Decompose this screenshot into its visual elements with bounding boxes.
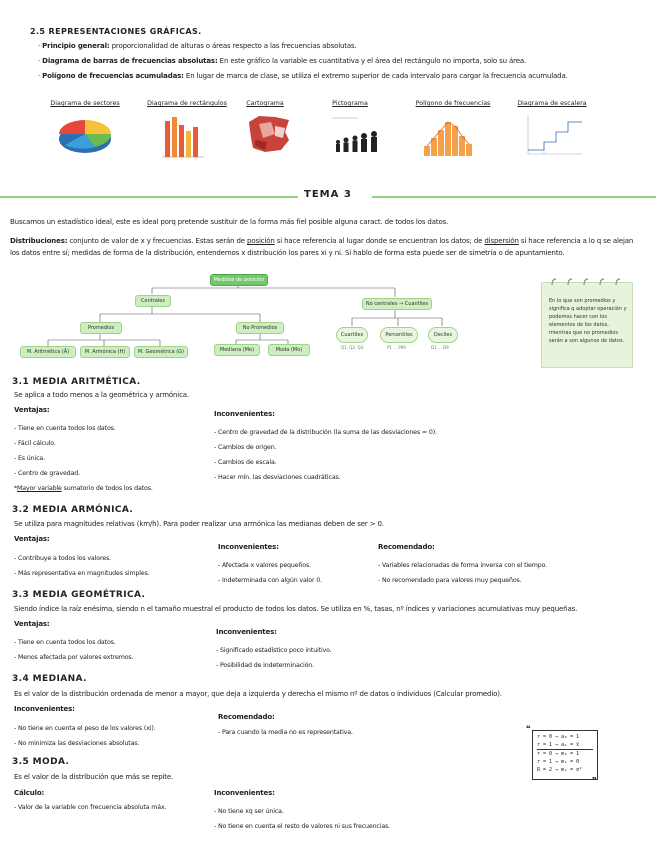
thumb-label-sectores: Diagrama de sectores — [50, 100, 120, 107]
graphs-bar-line: · Diagrama de barras de frecuencias absolutas: En este gráfico la variable es cuantitativa y el área del rectángulo no importa, solo su área. — [38, 57, 527, 65]
thumb-label-poligono: Polígono de frecuencias — [415, 100, 491, 107]
formula-line: r = 0 → m₀ = 1 — [537, 751, 580, 757]
harmonic-intro: Se utiliza para magnitudes relativas (km/h). Para poder realizar una armónica las medianas deben de ser > 0. — [14, 520, 384, 528]
moments-formula-box — [532, 730, 598, 780]
mode-disadvantages-heading: Inconvenientes: — [214, 789, 275, 797]
geometric-disadvantages-list: - Significado estadístico poco intuitivo. - Posibilidad de indeterminación. — [216, 647, 332, 669]
node-position-measures: Medidas de posición — [210, 274, 268, 286]
harmonic-advantages-heading: Ventajas: — [14, 535, 50, 543]
node-deciles: Deciles — [428, 327, 458, 343]
arithmetic-advantages-list: - Tiene en cuenta todos los datos. - Fácil cálculo. - Es única. - Centro de gravedad. *Mayor variable sumatorio de todos los datos. — [14, 425, 153, 492]
mode-calc-heading: Cálculo: — [14, 789, 45, 797]
median-recommended-list: - Para cuando la media no es representativa. — [218, 729, 353, 736]
section-title-geometric: 3.3 MEDIA GEOMÉTRICA. — [12, 590, 146, 600]
thumb-label-cartograma: Cartograma — [246, 100, 284, 107]
tema-divider-right — [372, 196, 656, 198]
geometric-intro: Siendo índice la raíz enésima, siendo n el tamaño muestral el producto de todos los datos. Se utiliza en %, tasas, nº índices y variaciones acumulativas muy pequeñas. — [14, 605, 578, 613]
harmonic-disadvantages-heading: Inconvenientes: — [218, 543, 279, 551]
bar-chart-thumbnail — [160, 113, 206, 159]
geometric-advantages-list: - Tiene en cuenta todos los datos. - Menos afectada por valores extremos. — [14, 639, 134, 661]
section-title-median: 3.4 MEDIANA. — [12, 674, 87, 684]
graphs-principle-line: · Principio general: proporcionalidad de alturas o áreas respecto a las frecuencias absolutas. — [38, 42, 357, 50]
section-title-harmonic: 3.2 MEDIA ARMÓNICA. — [12, 505, 134, 515]
tema-title: TEMA 3 — [304, 189, 352, 200]
node-non-averages: No Promedios — [236, 322, 284, 334]
frequency-polygon-thumbnail — [420, 112, 482, 158]
deciles-sub: D1 ... D9 — [431, 345, 449, 350]
quote-close-icon: ❞ — [592, 776, 597, 785]
node-averages: Promedios — [80, 322, 122, 334]
median-recommended-heading: Recomendado: — [218, 713, 275, 721]
thumb-label-pictograma: Pictograma — [332, 100, 368, 107]
note-rings-icon — [542, 277, 632, 287]
geometric-disadvantages-heading: Inconvenientes: — [216, 628, 277, 636]
thumb-label-escalera: Diagrama de escalera — [517, 100, 587, 107]
median-intro: Es el valor de la distribución ordenada de menor a mayor, que deja a izquierda y derecha el mismo nº de datos o individuos (Calcular promedio). — [14, 690, 502, 698]
arithmetic-disadvantages-list: - Centro de gravedad de la distribución (la suma de las desviaciones = 0). - Cambios de origen. - Cambios de escala. - Hacer mín. las desviaciones cuadráticas. — [214, 429, 437, 481]
node-central: Centrales — [135, 295, 171, 307]
quote-open-icon: ❝ — [526, 724, 531, 733]
harmonic-advantages-list: - Contribuye a todos los valores. - Más representativa en magnitudes simples. — [14, 555, 150, 577]
median-disadvantages-list: - No tiene en cuenta el peso de los valores (xi). - No minimiza las desviaciones absolutas. — [14, 725, 156, 747]
tema-intro: Buscamos un estadístico ideal, este es ideal porq pretende sustituir de la forma más fiel posible alguna caract. de todos los datos. — [10, 218, 449, 226]
formula-line: r = 0 → a₀ = 1 — [537, 734, 580, 740]
formula-line: r = 1 → a₁ = x̄ — [537, 741, 593, 750]
node-median: Mediana (Me) — [214, 344, 260, 356]
mode-disadvantages-list: - No tiene xq ser única. - No tiene en cuenta el resto de valores ni sus frecuencias. — [214, 808, 391, 830]
map-thumbnail — [245, 112, 293, 156]
percentiles-sub: P1 ... P99 — [387, 345, 406, 350]
step-chart-thumbnail — [522, 112, 584, 158]
section-title-graphs: 2.5 REPRESENTACIONES GRÁFICAS. — [30, 27, 202, 36]
node-quartiles: Cuartiles — [336, 327, 368, 343]
harmonic-recommended-heading: Recomendado: — [378, 543, 435, 551]
tema-divider-left — [0, 196, 298, 198]
arithmetic-advantages-heading: Ventajas: — [14, 406, 50, 414]
node-geometric-mean: M. Geométrica (G) — [134, 346, 188, 358]
thumb-label-rectangulos: Diagrama de rectángulos — [147, 100, 227, 107]
quartiles-sub: Q1, Q2, Q3 — [341, 345, 364, 350]
node-harmonic-mean: M. Armónica (H) — [80, 346, 130, 358]
harmonic-recommended-list: - Variables relacionadas de forma inversa con el tiempo. - No recomendado para valores muy pequeños. — [378, 562, 548, 584]
sticky-note — [541, 282, 633, 368]
section-title-arithmetic: 3.1 MEDIA ARITMÉTICA. — [12, 377, 141, 387]
formula-line: r = 1 → m₁ = 0 — [537, 759, 580, 765]
arithmetic-intro: Se aplica a todo menos a la geométrica y armónica. — [14, 391, 189, 399]
node-mode: Moda (Mo) — [268, 344, 310, 356]
mode-intro: Es el valor de la distribución que más se repite. — [14, 773, 174, 781]
formula-line: R = 2 → m₂ = σ² — [537, 767, 583, 773]
geometric-advantages-heading: Ventajas: — [14, 620, 50, 628]
mode-calc-list: - Valor de la variable con frecuencia absoluta máx. — [14, 804, 167, 811]
median-disadvantages-heading: Inconvenientes: — [14, 705, 75, 713]
harmonic-disadvantages-list: - Afectada x valores pequeños. - Indeterminada con algún valor 0. — [218, 562, 322, 584]
sticky-note-text: En lo que son promedios y significa q adoptar operación y podemos hacer con los elementos de los datos, mientras que no promedios serán a son algunos de datos. — [549, 298, 627, 344]
node-non-central: No centrales → Cuantiles — [362, 298, 432, 310]
tema-distributions: Distribuciones: conjunto de valor de x y frecuencias. Estas serán de posición si hace referencia al lugar donde se encuentran los datos; de dispersión si hace referencia a lo q se alejan los datos entre sí; medidas de forma de la distribución, entendemos x distribución los pares xi y ni. Si hablo de forma esta puede ser de simetría o de apuntamiento. — [10, 237, 634, 257]
section-title-mode: 3.5 MODA. — [12, 757, 70, 767]
node-arithmetic-mean: M. Aritmética (Ā) — [20, 346, 76, 358]
graphs-polygon-line: · Polígono de frecuencias acumuladas: En lugar de marca de clase, se utiliza el extremo superior de cada intervalo para cargar la frecuencia acumulada. — [38, 72, 568, 80]
pictogram-thumbnail — [328, 112, 384, 156]
arithmetic-disadvantages-heading: Inconvenientes: — [214, 410, 275, 418]
pie-chart-thumbnail — [55, 112, 115, 157]
node-percentiles: Percentiles — [380, 327, 418, 343]
